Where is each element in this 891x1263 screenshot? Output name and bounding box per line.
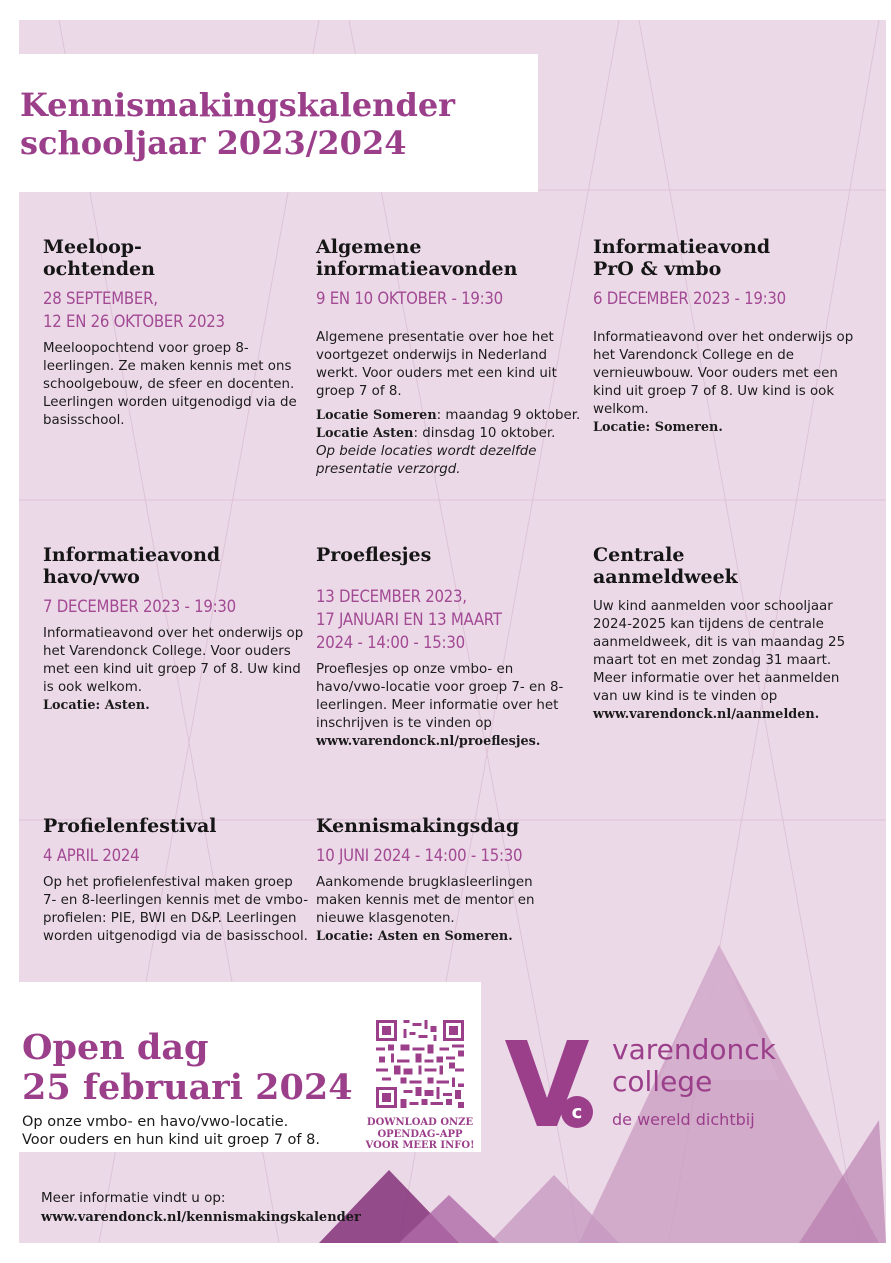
event-heading: Algemene informatieavonden	[316, 236, 518, 280]
event-description: Proeflesjes op onze vmbo- en havo/vwo-locatie voor groep 7- en 8-leerlingen. Meer informatie over het inschrijven is te vinden op www.varendonck.nl/proeflesjes.	[316, 662, 564, 749]
event-date: 6 DECEMBER 2023 - 19:30	[593, 289, 786, 309]
page-title	[20, 86, 455, 162]
event-heading: Meeloop- ochtenden	[43, 236, 155, 280]
title-line-1: Kennismakingskalender	[20, 86, 456, 124]
logo-name: varendonck college	[612, 1033, 776, 1098]
event-date: 10 JUNI 2024 - 14:00 - 15:30	[316, 846, 523, 866]
event-kennismakingsdag	[316, 815, 582, 946]
event-description: Informatieavond over het onderwijs op het Varendonck College en de vernieuwbouw. Voor ouders met een kind uit groep 7 of 8. Uw kind is ook welkom. Locatie: Someren.	[593, 330, 854, 435]
event-meeloopochtenden	[43, 236, 309, 430]
event-informatieavond-havo-vwo	[43, 544, 309, 715]
event-date: 28 SEPTEMBER, 12 EN 26 OKTOBER 2023	[43, 289, 225, 332]
open-day-text: Op onze vmbo- en havo/vwo-locatie. Voor ouders en hun kind uit groep 7 of 8.	[22, 1114, 320, 1148]
event-locations: Locatie Someren: maandag 9 oktober. Locatie Asten: dinsdag 10 oktober. Op beide locaties wordt dezelfde presentatie verzorgd.	[316, 408, 581, 477]
footer-label: Meer informatie vindt u op:	[41, 1190, 226, 1206]
event-location: Locatie: Asten.	[43, 698, 150, 713]
event-algemene-informatieavonden	[316, 236, 582, 479]
event-date: 9 EN 10 OKTOBER - 19:30	[316, 289, 503, 309]
title-line-2: schooljaar 2023/2024	[20, 124, 407, 162]
event-location: Locatie: Asten en Someren.	[316, 929, 513, 944]
event-heading: Informatieavond PrO & vmbo	[593, 236, 771, 280]
event-heading: Profielenfestival	[43, 815, 217, 837]
event-link: www.varendonck.nl/aanmelden.	[593, 707, 820, 722]
qr-code-icon[interactable]	[376, 1020, 464, 1108]
event-link: www.varendonck.nl/proeflesjes.	[316, 734, 541, 749]
event-date: 4 APRIL 2024	[43, 846, 140, 866]
open-day-title: Open dag 25 februari 2024	[22, 1027, 353, 1108]
qr-download-text: DOWNLOAD ONZE OPENDAG-APP VOOR MEER INFO!	[365, 1117, 475, 1151]
event-proeflesjes	[316, 544, 582, 751]
varendonck-logo-icon	[505, 1040, 597, 1130]
logo-mark-c: c	[571, 1102, 583, 1123]
event-heading: Informatieavond havo/vwo	[43, 544, 221, 588]
event-description: Op het profielenfestival maken groep 7- en 8-leerlingen kennis met de vmbo-profielen: PIE, BWI en D&P. Leerlingen worden uitgenodigd via de basisschool.	[43, 875, 309, 944]
event-description: Meeloopochtend voor groep 8-leerlingen. Ze maken kennis met ons schoolgebouw, de sfeer en docenten. Leerlingen worden uitgenodigd via de basisschool.	[43, 341, 297, 428]
logo-tagline: de wereld dichtbij	[612, 1110, 755, 1129]
event-date: 7 DECEMBER 2023 - 19:30	[43, 597, 236, 617]
event-description: Informatieavond over het onderwijs op het Varendonck College. Voor ouders met een kind uit groep 7 of 8. Uw kind is ook welkom. Locatie: Asten.	[43, 626, 304, 713]
event-location: Locatie: Someren.	[593, 420, 723, 435]
footer-link[interactable]: www.varendonck.nl/kennismakingskalender	[41, 1210, 361, 1225]
event-description: Algemene presentatie over hoe het voortgezet onderwijs in Nederland werkt. Voor ouders met een kind uit groep 7 of 8.	[316, 330, 557, 399]
event-informatieavond-pro-vmbo	[593, 236, 859, 437]
event-profielenfestival	[43, 815, 309, 946]
event-heading: Centrale aanmeldweek	[593, 544, 738, 588]
event-note: Op beide locaties wordt dezelfde presentatie verzorgd.	[316, 444, 537, 477]
event-description: Aankomende brugklasleerlingen maken kennis met de mentor en nieuwe klasgenoten. Locatie: Asten en Someren.	[316, 875, 535, 944]
event-centrale-aanmeldweek	[593, 544, 859, 724]
event-date: 13 DECEMBER 2023, 17 JANUARI EN 13 MAART 2024 - 14:00 - 15:30	[316, 587, 502, 653]
event-description: Uw kind aanmelden voor schooljaar 2024-2025 kan tijdens de centrale aanmeldweek, dit is van maandag 25 maart tot en met zondag 31 maart. Meer informatie over het aanmelden van uw kind is te vinden op www.varendonck.nl/aanmelden.	[593, 599, 846, 722]
event-heading: Proeflesjes	[316, 544, 432, 566]
event-heading: Kennismakingsdag	[316, 815, 520, 837]
